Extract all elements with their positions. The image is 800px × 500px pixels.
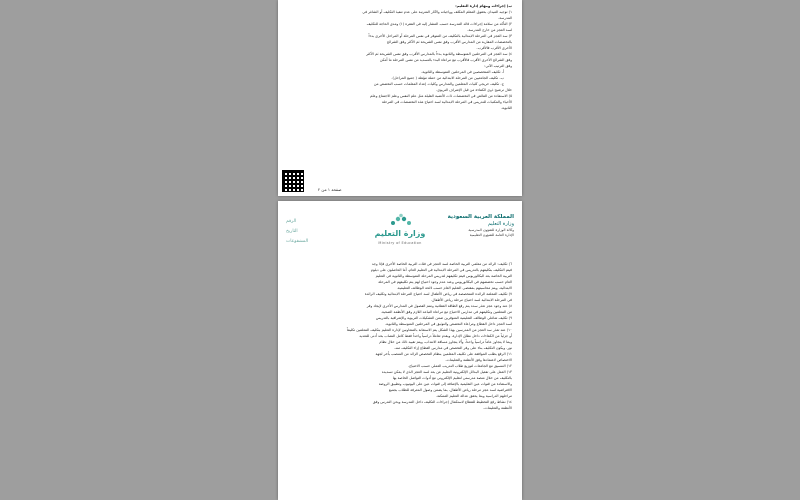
- text-line: وفق الترتيب الآتي:: [484, 64, 512, 68]
- text-line: ١١) الرفع بطلب الموافقة على تكليف المعلمين بنظام التخصص الزائد من المنصب بأخر لجهة: [375, 352, 512, 356]
- text-line: أ- تكليف المتخصصين في المرحلتين المتوسطة والثانوية.: [421, 70, 504, 74]
- text-line: ٤) سد العجز في المرحلتين المتوسطة والثانوية بدءاً بالمدارس الأقرب وفق نفس الشريحة ثم الأكثر: [366, 52, 512, 56]
- logo-mark-icon: [388, 213, 414, 227]
- text-line: من المعلمين وتكليفهم في مدارس الاحتياج مع مراعاة التباعد اللازم وفق الأنظمة الصحية.: [380, 310, 512, 314]
- text-line: الأحياء والمكتبات للتدريس في المرحلة الابتدائية لسد احتياج هذه التخصصات في المرحلة: [381, 100, 512, 104]
- text-line: الاختصاص لاعتمادها وفق الأنظمة والتعليمات.: [445, 358, 512, 362]
- text-line: الأنظمة والتعليمات.: [483, 406, 512, 410]
- department-title: الإدارة العامة للشؤون التعليمية: [469, 233, 514, 237]
- agency-title: وكالة الوزارة للشؤون المدرسية: [468, 228, 514, 232]
- text-line: في المرحلة الابتدائية لسد احتياج مرحلة رياض الأطفال.: [430, 298, 512, 302]
- text-line: أو جزئياً من الكفاءات داخل نطاق الإدارة، ويقدم تعاملاً دراسياً واحداً فقط كامل النصاب بحد أدنى للتعديد: [359, 334, 512, 338]
- logo-name: وزارة التعليم: [374, 229, 426, 238]
- text-line: الأخرى الأقرب فالأقرب.: [476, 46, 512, 50]
- text-line: الابتدائية، وبتم محاسبتهم بمقتضى التعليم العام حسب لائحة الوظائف التعليمية.: [396, 286, 512, 290]
- text-line: مراحلهم الدراسية وبما يحقق عدالة التعليم الممكنة.: [435, 394, 512, 398]
- number-label: الرقم: [286, 219, 297, 224]
- page-2-body: [288, 261, 512, 411]
- text-line: لسد العجز داخل القطاع ومراعاة التخصص والتوثيق في المرحلتين المتوسطة والثانوية.: [384, 322, 512, 326]
- text-line: الافتراضية لسد عجز مرحلة رياض الأطفال، بما يضمن وصول المعرفة للطلاب بجميع: [388, 388, 512, 392]
- text-line: المدرسة.: [498, 16, 512, 20]
- text-line: وفق الشرائح الأخرى الأقرب فالأقرب مع مراعاة البدء بالتسديد من نفس المرحلة ما أمكن: [379, 58, 512, 62]
- text-line: الثانوية.: [500, 106, 512, 110]
- text-line: ب- تكليف الجامعيين من المرحلة الابتدائية من حملة مؤهلة ( جميع المراحل).: [391, 76, 504, 80]
- text-line: ٩) تكليف شاغلي الوظائف التعليمية المتوفرين ضمن التشكيلات التربوية والإشرافية بالتدريس: [375, 316, 512, 320]
- document-page-1: [278, 0, 522, 196]
- text-line: بالتخصصات المقاربة من المدارس الأقرب وفق نفس الشريحة ثم الأكثر وفق الشرائح: [386, 40, 512, 44]
- text-line: ١) توجيه الميدان بحقوق المعلم المكلف وواجباته والآثار المترتبة على عدم تنفيذ التكليف أو الشاغر في: [362, 10, 512, 14]
- text-line: وبما لا يتجاوز عاماً دراسياً واحداً، وألا يتجاوز مسافة الانتداب، ويتم تقييد ذلك من خلال نظام: [379, 340, 512, 344]
- text-line: فيتم التكليف بتكليفهم بالتدريس في المرحلة الابتدائية في التعليم العام، أما الحاصلون على دبلوم: [370, 268, 512, 272]
- text-line: ٥) الاستفادة من الفائض في التخصصات ذات الأنصبة القليلة مثل علم النفس وعلم الاجتماع وعلم: [370, 94, 512, 98]
- text-line: التربية الخاصة بعد البكالوريوس فيتم تكليفهم لتدريس المرحلة المتوسطة والثانوية في التعليم: [375, 274, 512, 278]
- document-page-2: [278, 201, 522, 500]
- logo-english: Ministry of Education: [378, 241, 422, 245]
- letterhead-right: [447, 213, 514, 238]
- text-line: نور. ويكون التكليف بناء على وفر التخصص في مدارس القطاع إزاء التكليف منه.: [394, 346, 512, 350]
- attachments-label: المشفوعات: [286, 239, 309, 244]
- letterhead-left: [286, 217, 332, 247]
- text-line: والاستفادة من قنوات عين التعليمية بالإضافة إلى قنوات عين على اليوتيوب وتطبيق الروضة: [378, 382, 512, 386]
- text-line: ٦) تكليف: الرائد من معلمي التربية الخاصة لسد العجز في فئات التربية الخاصة الأخرى فإذا وجد: [371, 262, 512, 266]
- text-line: العام حسب تخصصهم في البكالوريوس وعند عدم وجود احتياج لهم يتم تكليفهم في المرحلة: [378, 280, 512, 284]
- page-1-body: [288, 3, 512, 111]
- text-line: لسد العجز من خارج المدرسة.: [467, 28, 512, 32]
- text-line: ٢) التأكد من سلامة إجراءات قائد المدرسة حسب المشار إليه في الفقرة (١) ومدى الحاجة للتكليف: [366, 22, 512, 26]
- text-line: ٣) سد العجز في المرحلة الابتدائية بالتكليف من المتوفر في نفس المرحلة أو المراحل الأخرى بدءاً: [368, 34, 512, 38]
- text-line: ١٤) نشاط رفع التخطيط للقطاع لاستكمال إجراءات التكليف داخل المدرسة ويحن التدرس وفق: [372, 400, 512, 404]
- kingdom-title: المملكة العربية السعودية: [447, 214, 514, 220]
- text-line: ١٠) عند تعذر سد العجز من المدرسين بهذا الشكل يتم الاستعانة بالمتعاونين لإدارة التعليم بتكليف المعلمين تكليفاً: [346, 328, 512, 332]
- ministry-title: وزارة التعليم: [487, 221, 514, 227]
- text-line: خلال ترشيح ذوي الكفاءة من قبل الإشراف التربوي.: [435, 88, 512, 92]
- text-line: ج- تكليف خريجي كليات المعلمين والمدارس وكليات إعداد المعلمات حسب التخصص من: [373, 82, 504, 86]
- ministry-logo: [366, 213, 434, 249]
- text-line: ١٢) التنسيق مع الجامعات لتوزيع طلاب التدريب العملي حسب الاحتياج.: [407, 364, 512, 368]
- page-number: صفحة ١ من ٢: [318, 187, 342, 192]
- qr-code: [282, 170, 304, 192]
- date-label: التاريخ: [286, 229, 298, 234]
- text-line: ٨) عند وجود عجز تعذر سده يتم رفع الطاقة العقلانية ومتم الفصول في المدارس الأخرى لإيجاد وفر: [366, 304, 512, 308]
- text-line: ب) إجراءات ومهام إدارة التعليم:: [455, 4, 512, 8]
- text-line: ٧) تكليف المعلمة الرائدة المتخصصة في رياض الأطفال لسد احتياج المرحلة الابتدائية وتكليف الرائدة: [364, 292, 512, 296]
- text-line: ١٣) العمل على تفعيل البدائل الإلكترونية التعليم عن بعد لسد العجز الذي لا يمكن تسديده: [381, 370, 512, 374]
- text-line: بالتكليف من خلال منصة مدرستي لتعليم الإلكتروني مع أدوات التواصل الخاصة بها: [392, 376, 512, 380]
